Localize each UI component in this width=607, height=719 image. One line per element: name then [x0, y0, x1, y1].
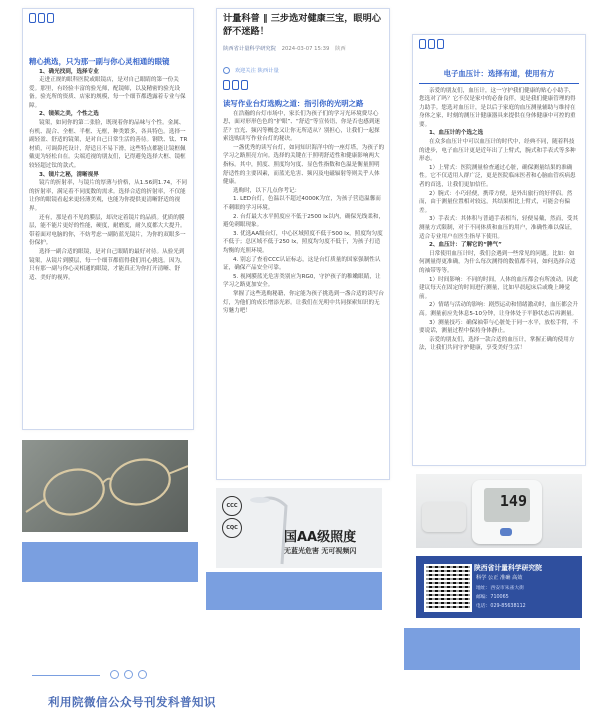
paragraph: 3）测量技巧：确保袖带与心脏处于同一水平，放松手臂，不要说话，测量过程中保持身体静止。	[419, 319, 578, 335]
eyeglasses-photo	[22, 440, 188, 532]
article-headline: 计量科普 ‖ 三步选对健康三宝，眼明心舒不迷路！	[223, 13, 381, 37]
paragraph: 掌握了这些选购秘籍，你定能为孩子挑选到一盏合适的读写台灯，为他们的成长增添光彩。让我们在光明中共同探索知识的无穷魅力吧！	[223, 290, 385, 315]
qr-code-icon	[424, 564, 472, 612]
paragraph: 2. 台灯最大水平照度应不低于2500 lx以内，确保光线柔和，避免刺眼现象。	[223, 213, 385, 229]
section-heading: 3、镜片之秘，清晰视界	[39, 171, 99, 178]
institute-info-card	[416, 556, 582, 618]
desk-lamp-photo	[216, 488, 382, 568]
paragraph: 亲爱的朋友们，选择一款合适的血压计，掌握正确的使用方法，让我们共同守护健康，享受美好生活！	[419, 336, 575, 352]
paragraph: 一盏优秀的读写台灯，如同知识海洋中的一座灯塔，为孩子的学习之路照亮方向。选择的关键在于照明舒适性和健康影响两大指标。其中，照度、照度均匀度、显色性指数和色温是衡量照明舒适性的主要因素，而蓝光危害、频闪及电磁辐射等则关乎人体健康。	[223, 144, 385, 186]
paragraph: 走进正规的眼科医院或眼镜店，是对自己眼睛的第一份关爱。那里，有经验丰富的验光师，配镜师，以及精密的验光设备。验光所的资质、店家的规模，每一个细节都透露着专业与保障。	[29, 77, 186, 109]
institute-address: 地址：西安市朱雀大街	[476, 586, 524, 591]
power-button-icon	[500, 528, 512, 536]
footer-dot-icon	[138, 670, 147, 679]
source-link[interactable]: 陕西省计量科学研究院	[223, 46, 276, 52]
institute-tagline: 科学 公正 准确 高效	[476, 575, 523, 581]
section-heading: 1、确光找到，选择专业	[39, 68, 99, 75]
paragraph: 在浩瀚的台灯市场中，家长们为孩子们的学习光环境费尽心思，面对形形色色的“护眼”、“舒适”等宣传语，你是否也感到迷茫？宜光、频闪等概念又让你无所适从？别担心，让我们一起探索选购读写作业台灯的秘诀。	[223, 110, 381, 143]
paragraph: 还有，那是看不见的膜层，却决定着镜片的品质。优质的膜层，能不能片更好的性能，硬度，耐磨度，耐久度都大大提升。带着面对电脑的你，不妨考虑一副防蓝光镜片，为你的双眼多一份保护。	[29, 214, 186, 247]
institute-phone: 电话：029-85638112	[476, 604, 526, 609]
paragraph: 在众多血压计中可以血压计的时代中，经典不同，随着科技的进步，电子血压计更是近年出了上臂式，腕式和手表式等多种形态。	[419, 139, 576, 163]
paragraph: 3）手表式：其体积与普通手表相当，轻便易戴，然而，受其测量方式限制，对于不同体质和血压的用户，准确性难以保证，适合专业用户在医生指导下使用。	[419, 216, 578, 240]
follow-banner[interactable]	[223, 66, 385, 74]
section-heading: 2、镜架之美，个性之选	[39, 111, 99, 118]
left-article-card	[22, 8, 194, 430]
paragraph: 5. 视网膜蓝光危害类别应为RG0，守护孩子的稚嫩眼睛，让学习之路更加安全。	[223, 273, 381, 289]
middle-article-title: 读写作业台灯选购之道：指引你的光明之路	[223, 99, 364, 108]
paragraph: 1）上臂式：医院测量检查通过心脏，确保测量结果的准确性。它不仅适用人群广泛，更是医院临床医者和心脑血管疾病患者的首选，让我们更加信任。	[419, 164, 576, 189]
footer-caption: 利用院微信公众号刊发科普知识	[48, 695, 216, 709]
right-blue-bar	[404, 628, 580, 670]
paragraph: 亲爱的朋友们，血压计，这一守护我们健康的贴心小助手，您选对了吗？它不仅是家中的必备良伴，更是我们健康管理的得力助手。您选对血压计，是以后于家庭的血压测量辅助与维持在身体之家，时刻的测压计健康器具来提供在身体健康中可控的重要。	[419, 87, 576, 128]
title-divider	[419, 83, 579, 84]
ccc-mark-icon: CCC	[222, 496, 242, 516]
institute-name: 陕西省计量科学研究院	[474, 564, 542, 572]
follow-label: 欢迎关注 陕西计量	[234, 68, 279, 74]
institute-postcode: 邮编：710065	[476, 595, 509, 600]
article-meta	[223, 44, 385, 52]
footer-dot-icon	[110, 670, 119, 679]
left-blue-bar	[22, 542, 198, 582]
paragraph: 2）腕式：小巧轻便，携带方便，是外出旅行的好伴侣。然而，由于测量位置相对较远，其结果相比上臂式，可能会有偏差。	[419, 190, 573, 214]
decoration-dots	[223, 80, 385, 93]
middle-blue-bar	[206, 572, 382, 610]
middle-article-card	[216, 8, 390, 480]
follow-icon	[223, 67, 230, 74]
paragraph: 选择一副合适的眼镜，是对自己眼睛的最好对待。从验光到镜架，从镜片到膜层，每一个细节都值得我们用心挑选。因为，只有那一副与你心灵相通的眼镜，才能真正为你打开清晰、舒适、美好的视界。	[29, 248, 186, 281]
bp-monitor-body	[472, 480, 542, 544]
cuff-icon	[422, 502, 466, 532]
paragraph: 2）情绪与活动的影响：剧烈运动和情绪激动时，血压都会升高。测量前应先休息5-10分钟，让身体处于平静状态后再测量。	[419, 302, 578, 317]
lamp-cert-line2: 无蓝光危害 无可视频闪	[284, 547, 357, 555]
cqc-mark-icon: CQC	[222, 518, 242, 538]
left-article-body	[29, 57, 189, 282]
location: 陕西	[335, 46, 346, 52]
bp-monitor-screen	[484, 488, 530, 522]
right-article-title: 电子血压计：选择有道，使用有方	[443, 69, 555, 78]
section-heading: 2、血压计：了解它的“脾气”	[429, 242, 502, 249]
decoration-dots	[419, 39, 446, 52]
blood-pressure-monitor-photo	[416, 474, 582, 548]
footer-divider	[32, 675, 100, 676]
paragraph: 镜架，如同你的第二张脸，既现着你的品味与个性。金属、有机、混合、全框、半框、无框，种类繁多，各具特色。选择一副轻盈、舒适的镜架，是对自己日常生活的善待。钢铁、钛、TR材质，可调鼻托设计，舒适且不易下滑，这些特点都能让镜框佩戴更为轻松自在。尖端近视的朋友们，记得避免选择大框、镜框较轻超过钛的款式。	[29, 120, 188, 170]
bp-reading: 149	[499, 492, 527, 510]
publish-date: 2024-03-07 15:39	[281, 46, 330, 52]
paragraph: 1）时间影响：不同的时间，人体的血压都会有所波动。因此建议每天在固定的时间进行测量，比如早晨起床后或晚上睡觉前。	[419, 276, 578, 300]
paragraph: 1. LED台灯，色温以不超过4000K为宜，为孩子营造温馨而不刺眼的学习环境。	[223, 196, 381, 212]
decoration-dots	[29, 13, 56, 26]
footer-dot-icon	[124, 670, 133, 679]
section-heading: 1、血压计的个选之选	[429, 130, 484, 137]
left-article-title: 精心挑选，只为那一副与你心灵相通的眼镜	[29, 57, 170, 66]
right-article-card	[412, 34, 586, 466]
paragraph: 日常使用血压计时，我们会遇到一些常见的问题。比如：如何测量得更准确，为什么每次测得的数值都不同，如何选择合适的袖带等等。	[419, 250, 576, 274]
paragraph: 选购时，以下几点你考记：	[233, 187, 301, 194]
paragraph: 4. 别忘了查看CCC认证标志，这是台灯质量的国家强制性认证，确保产品安全可靠。	[223, 256, 381, 272]
eyeglasses-icon	[22, 440, 188, 532]
paragraph: 3. 优选AA级台灯，中心区域照度不低于500 lx，照度均匀度不低于；总区域不低于250 lx，照度均匀度不低于，为孩子打造均衡的光照环境。	[223, 230, 383, 254]
paragraph: 镜片的折射率，与镜片的厚薄与价格，从1.56到1.74，不同的折射率，满足着不同度数的需求。选择合适的折射率，不仅能让你的眼镜看起来更轻薄美观，也能为你提供更清晰舒适的视界。	[29, 180, 187, 212]
lamp-cert-line1: 国AA级照度	[284, 530, 357, 545]
